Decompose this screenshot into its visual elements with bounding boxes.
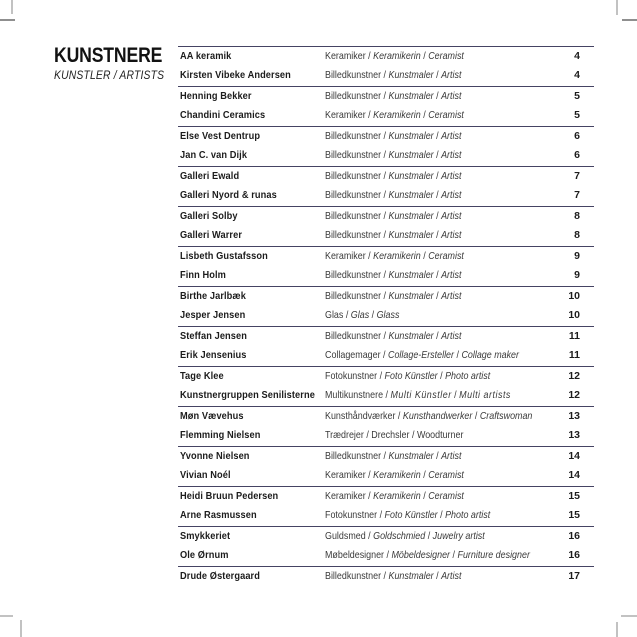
role-separator: /: [377, 370, 385, 382]
table-row: [178, 207, 594, 226]
role-german: Kunstmaler: [388, 269, 434, 282]
row-group: [178, 446, 594, 486]
table-row: [178, 66, 594, 85]
role-danish: Guldsmed: [325, 530, 366, 542]
artist-roles: [325, 127, 461, 146]
table-row: [178, 487, 594, 506]
role-separator: /: [381, 170, 389, 182]
role-english: Artist: [441, 570, 462, 582]
table-row: [178, 546, 594, 565]
role-separator: /: [381, 69, 389, 82]
table-row: [178, 567, 594, 586]
role-danish: Fotokunstner: [325, 509, 378, 522]
artist-roles: [325, 506, 490, 525]
role-danish: Kunsthåndværker: [325, 410, 396, 422]
role-english: Artist: [441, 450, 462, 462]
role-separator: /: [454, 349, 462, 362]
role-english: Artist: [441, 170, 462, 182]
artist-roles: [325, 66, 461, 85]
role-separator: /: [433, 210, 442, 222]
table-row: [178, 306, 594, 325]
artist-name: Jan C. van Dijk: [180, 149, 248, 162]
role-separator: /: [420, 490, 429, 502]
artist-name: Arne Rasmussen: [180, 509, 257, 522]
role-danish: Keramiker: [325, 109, 366, 122]
role-english: Craftswoman: [479, 410, 533, 422]
role-german: Keramikerin: [373, 109, 421, 122]
page-number: 15: [568, 490, 580, 502]
role-english: Juwelry artist: [432, 530, 485, 542]
artist-name: Finn Holm: [180, 269, 226, 282]
row-group: [178, 566, 594, 586]
role-danish: Billedkunstner: [325, 210, 382, 222]
role-danish: Keramiker: [325, 50, 366, 62]
artist-name: Tage Klee: [180, 370, 224, 382]
page-number: 11: [568, 330, 580, 342]
artist-roles: [325, 247, 464, 266]
role-danish: Billedkunstner: [325, 170, 382, 182]
page-heading: [54, 44, 184, 82]
artist-roles: [325, 106, 464, 125]
role-separator: /: [381, 290, 389, 302]
role-separator: /: [381, 130, 389, 142]
role-german: Keramikerin: [373, 490, 421, 502]
artist-roles: [325, 186, 461, 205]
artist-roles: [325, 367, 490, 386]
page-number: 16: [568, 549, 580, 562]
crop-mark: [622, 19, 637, 21]
role-separator: /: [384, 549, 392, 562]
artist-name: Smykkeriet: [180, 530, 231, 542]
role-german: Kunsthandwerker: [402, 410, 473, 422]
crop-mark: [0, 615, 13, 617]
role-english: Ceramist: [428, 250, 464, 262]
role-english: Ceramist: [428, 109, 464, 122]
role-separator: /: [450, 549, 458, 562]
role-separator: /: [365, 250, 374, 262]
role-separator: /: [420, 469, 429, 482]
role-separator: /: [437, 370, 446, 382]
row-group: [178, 86, 594, 126]
role-separator: /: [381, 269, 389, 282]
table-row: [178, 327, 594, 346]
row-group: [178, 126, 594, 166]
role-danish: Keramiker: [325, 490, 366, 502]
row-group: [178, 406, 594, 446]
role-separator: /: [381, 210, 389, 222]
role-separator: /: [425, 530, 433, 542]
table-row: [178, 186, 594, 205]
page-number: 12: [568, 370, 580, 382]
table-row: [178, 127, 594, 146]
page-title: KUNSTNERE: [54, 44, 163, 67]
role-separator: /: [343, 309, 351, 322]
artist-roles: [325, 306, 399, 325]
role-danish: Collagemager: [325, 349, 381, 362]
artist-name: Jesper Jensen: [180, 309, 246, 322]
page-number: 11: [568, 349, 580, 362]
page-number: 10: [568, 290, 580, 302]
role-german: Keramikerin: [373, 50, 421, 62]
page-number: 12: [568, 389, 580, 402]
artist-roles: [325, 447, 461, 466]
artist-name: Drude Østergaard: [180, 570, 260, 582]
artist-name: Flemming Nielsen: [180, 429, 261, 442]
role-english: Artist: [441, 269, 462, 282]
role-separator: /: [381, 330, 389, 342]
table-row: [178, 527, 594, 546]
artist-name: Steffan Jensen: [180, 330, 247, 342]
artist-roles: [325, 47, 464, 66]
role-separator: /: [381, 570, 389, 582]
row-group: [178, 326, 594, 366]
role-german: Drechsler: [371, 429, 410, 442]
role-english: Artist: [441, 290, 462, 302]
role-german: Glas: [350, 309, 370, 322]
artist-roles: [325, 546, 530, 565]
role-separator: /: [433, 130, 442, 142]
role-german: Kunstmaler: [388, 149, 434, 162]
artist-name: Galleri Nyord & runas: [180, 189, 277, 202]
artist-name: Ole Ørnum: [180, 549, 229, 562]
role-danish: Møbeldesigner: [325, 549, 385, 562]
artist-name: Henning Bekker: [180, 90, 252, 102]
table-row: [178, 287, 594, 306]
role-english: Artist: [441, 210, 462, 222]
role-danish: Billedkunstner: [325, 330, 382, 342]
role-english: Ceramist: [428, 490, 464, 502]
role-danish: Billedkunstner: [325, 149, 382, 162]
artist-roles: [325, 226, 461, 245]
role-german: Kunstmaler: [388, 210, 434, 222]
page-number: 13: [568, 410, 580, 422]
page-number: 16: [568, 530, 580, 542]
role-german: Foto Künstler: [384, 509, 438, 522]
role-german: Kunstmaler: [388, 570, 434, 582]
role-german: Kunstmaler: [388, 189, 434, 202]
page-number: 4: [574, 50, 580, 62]
artist-roles: [325, 567, 461, 586]
crop-mark: [616, 622, 618, 637]
role-german: Möbeldesigner: [391, 549, 451, 562]
page-number: 14: [568, 469, 580, 482]
role-separator: /: [409, 429, 417, 442]
row-group: [178, 526, 594, 566]
table-row: [178, 87, 594, 106]
role-english: Photo artist: [445, 509, 491, 522]
role-english: Furniture designer: [457, 549, 530, 562]
role-separator: /: [381, 90, 389, 102]
artist-name: Kirsten Vibeke Andersen: [180, 69, 291, 82]
page-number: 6: [574, 149, 580, 162]
artist-name: Lisbeth Gustafsson: [180, 250, 268, 262]
artist-name: Kunstnergruppen Senilisterne: [180, 389, 315, 402]
role-danish: Billedkunstner: [325, 130, 382, 142]
role-separator: /: [433, 290, 442, 302]
artist-name: Galleri Ewald: [180, 170, 240, 182]
role-separator: /: [377, 509, 385, 522]
table-row: [178, 506, 594, 525]
role-separator: /: [365, 490, 374, 502]
artist-name: Else Vest Dentrup: [180, 130, 261, 142]
page-number: 9: [574, 269, 580, 282]
page-number: 10: [568, 309, 580, 322]
role-english: Artist: [441, 130, 462, 142]
table-row: [178, 426, 594, 445]
role-separator: /: [365, 109, 374, 122]
role-separator: /: [433, 149, 442, 162]
page-number: 15: [568, 509, 580, 522]
row-group: [178, 206, 594, 246]
role-separator: /: [433, 170, 442, 182]
role-german: Kunstmaler: [388, 450, 434, 462]
role-german: Kunstmaler: [388, 290, 434, 302]
role-separator: /: [381, 189, 389, 202]
role-danish: Billedkunstner: [325, 450, 382, 462]
role-english: Artist: [441, 189, 462, 202]
artist-name: Møn Vævehus: [180, 410, 244, 422]
role-separator: /: [433, 69, 442, 82]
table-row: [178, 466, 594, 485]
role-danish: Billedkunstner: [325, 570, 382, 582]
page-number: 9: [574, 250, 580, 262]
row-group: [178, 46, 594, 86]
page-number: 14: [568, 450, 580, 462]
role-separator: /: [381, 149, 389, 162]
role-separator: /: [363, 429, 372, 442]
artist-roles: [325, 487, 464, 506]
role-separator: /: [433, 450, 442, 462]
page-number: 4: [574, 69, 580, 82]
row-group: [178, 486, 594, 526]
role-german: Kunstmaler: [388, 229, 434, 242]
role-danish: Glas: [325, 309, 344, 322]
role-danish: Fotokunstner: [325, 370, 378, 382]
role-english: Artist: [441, 229, 462, 242]
role-english: Collage maker: [461, 349, 519, 362]
artist-name: AA keramik: [180, 50, 232, 62]
crop-mark: [616, 0, 618, 15]
role-separator: /: [420, 109, 429, 122]
artist-name: Heidi Bruun Pedersen: [180, 490, 279, 502]
row-group: [178, 286, 594, 326]
artist-roles: [325, 167, 461, 186]
role-english: Artist: [441, 90, 462, 102]
table-row: [178, 167, 594, 186]
artist-roles: [325, 266, 461, 285]
artist-roles: [325, 87, 461, 106]
page-number: 5: [574, 109, 580, 122]
artist-name: Birthe Jarlbæk: [180, 290, 246, 302]
artist-roles: [325, 327, 461, 346]
role-separator: /: [365, 530, 374, 542]
artist-roles: [325, 346, 519, 365]
artist-name: Chandini Ceramics: [180, 109, 266, 122]
role-german: Kunstmaler: [388, 330, 434, 342]
table-row: [178, 146, 594, 165]
role-german: Kunstmaler: [388, 130, 434, 142]
page-number: 6: [574, 130, 580, 142]
role-english: Ceramist: [428, 469, 464, 482]
page-number: 13: [568, 429, 580, 442]
artist-roles: [325, 426, 463, 445]
role-separator: /: [369, 309, 377, 322]
role-english: Artist: [441, 149, 462, 162]
role-english: Artist: [441, 330, 462, 342]
role-german: Kunstmaler: [388, 69, 434, 82]
artist-name: Galleri Solby: [180, 210, 238, 222]
page-number: 17: [568, 570, 580, 582]
artist-roles: [325, 207, 461, 226]
artist-roles: [325, 146, 461, 165]
role-separator: /: [472, 410, 480, 422]
page-number: 7: [574, 170, 580, 182]
row-group: [178, 366, 594, 406]
table-row: [178, 386, 594, 405]
table-row: [178, 367, 594, 386]
role-danish: Billedkunstner: [325, 290, 382, 302]
artists-table: [178, 46, 594, 586]
crop-mark: [0, 19, 15, 21]
role-danish: Keramiker: [325, 469, 366, 482]
role-separator: /: [365, 50, 374, 62]
role-german: Goldschmied: [373, 530, 426, 542]
role-danish: Billedkunstner: [325, 69, 382, 82]
crop-mark: [11, 0, 13, 14]
role-separator: /: [437, 509, 446, 522]
role-german: Keramikerin: [373, 469, 421, 482]
role-separator: /: [433, 269, 442, 282]
role-danish: Trædrejer: [325, 429, 364, 442]
page-number: 8: [574, 210, 580, 222]
role-separator: /: [433, 229, 442, 242]
role-english: Multi artists: [459, 389, 511, 402]
role-separator: /: [383, 389, 391, 402]
table-row: [178, 407, 594, 426]
role-german: Collage-Ersteller: [388, 349, 455, 362]
role-separator: /: [395, 410, 403, 422]
role-english: Photo artist: [445, 370, 491, 382]
role-separator: /: [433, 90, 442, 102]
artist-roles: [325, 287, 461, 306]
page-subtitle: KÜNSTLER / ARTISTS: [54, 70, 165, 82]
role-german: Kunstmaler: [388, 90, 434, 102]
role-english: Artist: [441, 69, 462, 82]
page-number: 5: [574, 90, 580, 102]
row-group: [178, 166, 594, 206]
artist-name: Vivian Noél: [180, 469, 231, 482]
role-english: Ceramist: [428, 50, 464, 62]
role-danish: Billedkunstner: [325, 90, 382, 102]
role-separator: /: [381, 450, 389, 462]
artist-roles: [325, 407, 532, 426]
role-german: Multi Künstler: [390, 389, 452, 402]
artist-roles: [325, 527, 485, 546]
table-row: [178, 346, 594, 365]
role-german: Keramikerin: [373, 250, 421, 262]
table-row: [178, 47, 594, 66]
role-english: Glass: [376, 309, 400, 322]
role-separator: /: [433, 330, 442, 342]
table-row: [178, 226, 594, 245]
table-row: [178, 447, 594, 466]
role-separator: /: [380, 349, 389, 362]
role-separator: /: [365, 469, 374, 482]
artist-name: Yvonne Nielsen: [180, 450, 250, 462]
crop-mark: [621, 615, 637, 617]
page-number: 7: [574, 189, 580, 202]
role-separator: /: [433, 189, 442, 202]
role-danish: Keramiker: [325, 250, 366, 262]
role-separator: /: [420, 250, 429, 262]
role-danish: Multikunstnere: [325, 389, 384, 402]
role-danish: Billedkunstner: [325, 189, 382, 202]
row-group: [178, 246, 594, 286]
role-german: Kunstmaler: [388, 170, 434, 182]
table-row: [178, 106, 594, 125]
crop-mark: [20, 620, 22, 637]
artist-roles: [325, 466, 464, 485]
role-danish: Billedkunstner: [325, 229, 382, 242]
role-separator: /: [433, 570, 442, 582]
role-english: Woodturner: [416, 429, 464, 442]
role-danish: Billedkunstner: [325, 269, 382, 282]
artist-roles: [325, 386, 511, 405]
role-separator: /: [451, 389, 460, 402]
role-german: Foto Künstler: [384, 370, 438, 382]
page-number: 8: [574, 229, 580, 242]
artist-name: Galleri Warrer: [180, 229, 243, 242]
table-row: [178, 247, 594, 266]
role-separator: /: [381, 229, 389, 242]
table-row: [178, 266, 594, 285]
role-separator: /: [420, 50, 429, 62]
artist-name: Erik Jensenius: [180, 349, 247, 362]
